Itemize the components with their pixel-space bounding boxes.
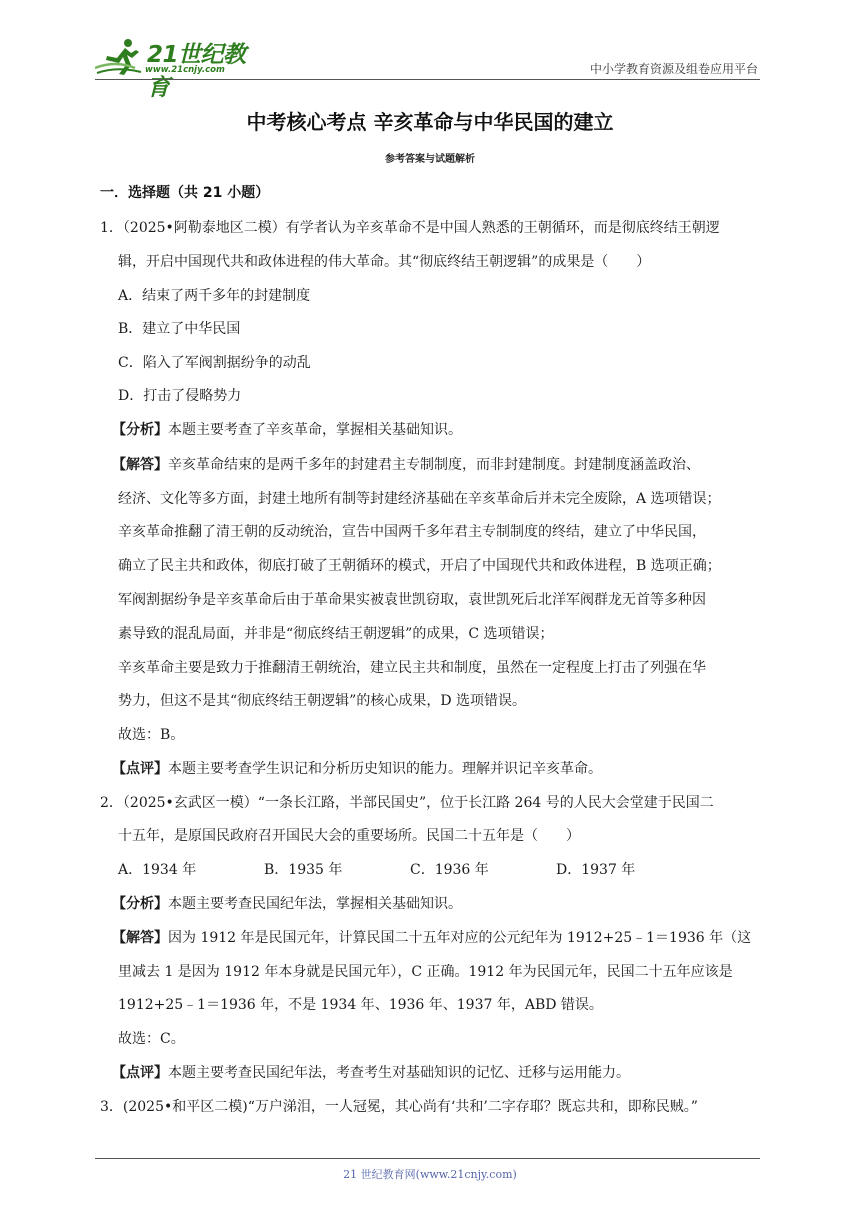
q2-option-a: A．1934 年	[118, 862, 197, 878]
q2-comment	[112, 1063, 630, 1083]
comment-text: 本题主要考查学生识记和分析历史知识的能力。理解并识记辛亥革命。	[168, 761, 602, 777]
comment-text: 本题主要考查民国纪年法，考查考生对基础知识的记忆、迁移与运用能力。	[168, 1065, 630, 1081]
q1-option-c: C．陷入了军阀割据纷争的动乱	[118, 355, 311, 371]
q1-answer-line-3: 辛亥革命推翻了清王朝的反动统治，宣告中国两千多年君主专制制度的终结，建立了中华民国，	[118, 524, 706, 540]
q1-stem-line-2: 辑，开启中国现代共和政体进程的伟大革命。其“彻底终结王朝逻辑”的成果是（ ）	[118, 254, 651, 270]
q1-analysis	[112, 420, 462, 440]
logo-url: www.21cnjy.com	[145, 65, 225, 75]
comment-tag: 【点评】	[112, 761, 168, 777]
platform-name: 中小学教育资源及组卷应用平台	[589, 62, 758, 76]
logo-text: 21世纪教育	[147, 42, 246, 101]
q1-option-b: B．建立了中华民国	[118, 321, 241, 337]
answer-text: 因为 1912 年是民国元年，计算民国二十五年对应的公元纪年为 1912+25﹣1＝1936 年（这	[168, 930, 752, 946]
q1-answer-line-7: 辛亥革命主要是致力于推翻清王朝统治，建立民主共和制度，虽然在一定程度上打击了列强在华	[118, 660, 706, 676]
answer-text: 辛亥革命结束的是两千多年的封建君主专制制度，而非封建制度。封建制度涵盖政治、	[168, 457, 700, 473]
section-heading: 一．选择题（共 21 小题）	[100, 185, 270, 201]
analysis-tag: 【分析】	[112, 896, 168, 912]
q2-stem-line-1: 2．（2025•玄武区一模）“一条长江路，半部民国史”，位于长江路 264 号的人民大会堂建于民国二	[100, 795, 714, 811]
footer-divider	[95, 1158, 760, 1159]
q2-analysis	[112, 894, 462, 914]
q1-answer-line-6: 素导致的混乱局面，并非是“彻底终结王朝逻辑”的成果，C 选项错误；	[118, 626, 554, 642]
q2-answer-line-3: 1912+25﹣1＝1936 年，不是 1934 年、1936 年、1937 年，ABD 错误。	[118, 997, 603, 1013]
analysis-tag: 【分析】	[112, 422, 168, 438]
q2-answer-line-2: 里减去 1 是因为 1912 年本身就是民国元年），C 正确。1912 年为民国元年，民国二十五年应该是	[118, 964, 733, 980]
answer-tag: 【解答】	[112, 930, 168, 946]
runner-logo-icon	[95, 38, 145, 76]
q2-stem-line-2: 十五年，是原国民政府召开国民大会的重要场所。民国二十五年是（ ）	[118, 828, 580, 844]
q2-option-d: D．1937 年	[556, 862, 636, 878]
q2-answer-line-1	[112, 928, 751, 948]
q1-option-d: D．打击了侵略势力	[118, 388, 242, 404]
q1-answer-line-8: 势力，但这不是其“彻底终结王朝逻辑”的核心成果，D 选项错误。	[118, 693, 526, 709]
logo	[95, 34, 265, 101]
q2-options	[118, 860, 702, 880]
analysis-text: 本题主要考查了辛亥革命，掌握相关基础知识。	[168, 422, 462, 438]
q1-answer-line-1	[112, 455, 700, 475]
q1-answer-line-4: 确立了民主共和政体，彻底打破了王朝循环的模式，开启了中国现代共和政体进程，B 选项正确；	[118, 558, 721, 574]
q2-option-c: C．1936 年	[410, 862, 489, 878]
q2-option-b: B．1935 年	[264, 862, 343, 878]
q1-answer-line-5: 军阀割据纷争是辛亥革命后由于革命果实被袁世凯窃取，袁世凯死后北洋军阀群龙无首等多种因	[118, 592, 706, 608]
comment-tag: 【点评】	[112, 1065, 168, 1081]
answer-tag: 【解答】	[112, 457, 168, 473]
q1-choice: 故选：B。	[118, 727, 185, 743]
q3-stem-line-1: 3．(2025•和平区二模)“万户涕泪，一人冠冕，其心尚有‘共和’二字存耶？既忘共和，即称民贼。”	[100, 1099, 698, 1115]
footer-link[interactable]: 21 世纪教育网(www.21cnjy.com)	[343, 1168, 517, 1181]
document-title: 中考核心考点 辛亥革命与中华民国的建立	[246, 110, 614, 134]
document-subtitle: 参考答案与试题解析	[385, 154, 475, 165]
q1-stem-line-1: 1．（2025•阿勒泰地区二模）有学者认为辛亥革命不是中国人熟悉的王朝循环，而是彻底终结王朝逻	[100, 220, 720, 236]
q2-choice: 故选：C。	[118, 1031, 185, 1047]
q1-comment	[112, 759, 602, 779]
page-header	[95, 34, 760, 101]
q1-answer-line-2: 经济、文化等多方面，封建土地所有制等封建经济基础在辛亥革命后并未完全废除，A 选项错误；	[118, 491, 721, 507]
q1-option-a: A．结束了两千多年的封建制度	[118, 288, 311, 304]
analysis-text: 本题主要考查民国纪年法，掌握相关基础知识。	[168, 896, 462, 912]
header-divider	[95, 79, 760, 80]
